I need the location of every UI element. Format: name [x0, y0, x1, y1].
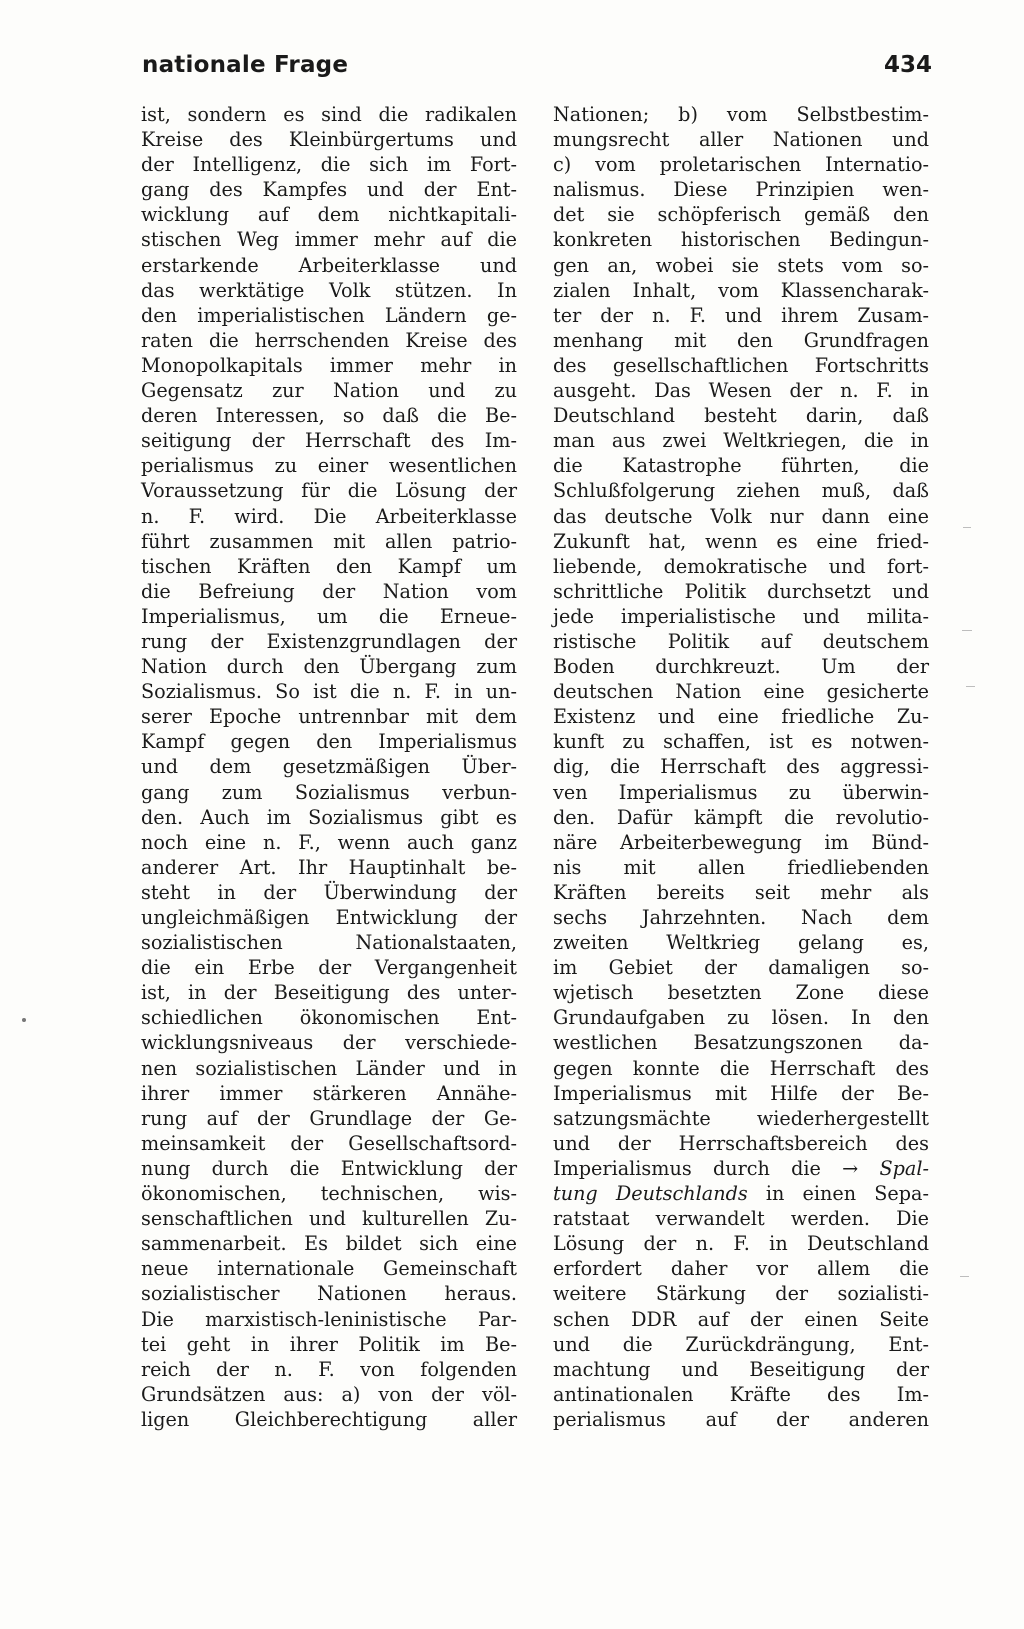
- text-line: serer Epoche untrennbar mit dem: [141, 705, 517, 729]
- text-line: den. Dafür kämpft die revolutio-: [553, 805, 929, 829]
- text-line: deren Interessen, so daß die Be-: [141, 404, 517, 428]
- text-line: Lösung der n. F. in Deutschland: [553, 1232, 929, 1256]
- text-line: liebende, demokratische und fort-: [553, 554, 929, 578]
- text-line: nen sozialistischen Länder und in: [141, 1056, 517, 1080]
- left-text-column: [141, 102, 517, 1432]
- text-line: neue internationale Gemeinschaft: [141, 1257, 517, 1281]
- text-line: ist, sondern es sind die radikalen: [141, 103, 517, 126]
- text-line: ihrer immer stärkeren Annähe-: [141, 1081, 517, 1105]
- text-line: wicklung auf dem nichtkapitali-: [141, 203, 517, 227]
- text-line: führt zusammen mit allen patrio-: [141, 529, 517, 553]
- text-line: dig, die Herrschaft des aggressi-: [553, 755, 929, 779]
- scan-speck: [966, 686, 975, 687]
- text-line: näre Arbeiterbewegung im Bünd-: [553, 830, 929, 854]
- text-line: im Gebiet der damaligen so-: [553, 956, 929, 980]
- text-line: schen DDR auf der einen Seite: [553, 1307, 929, 1331]
- text-line: stischen Weg immer mehr auf die: [141, 228, 517, 252]
- scan-speck: [962, 630, 972, 631]
- text-line: Grundsätzen aus: a) von der völ-: [141, 1382, 517, 1406]
- text-line: perialismus zu einer wesentlichen: [141, 454, 517, 478]
- text-line: Monopolkapitals immer mehr in: [141, 353, 517, 377]
- text-line: steht in der Überwindung der: [141, 880, 517, 904]
- text-line: gang des Kampfes und der Ent-: [141, 178, 517, 202]
- text-line: den. Auch im Sozialismus gibt es: [141, 805, 517, 829]
- text-line: die Katastrophe führten, die: [553, 454, 929, 478]
- text-line: die Befreiung der Nation vom: [141, 579, 517, 603]
- text-line: n. F. wird. Die Arbeiterklasse: [141, 504, 517, 528]
- text-line: ratstaat verwandelt werden. Die: [553, 1207, 929, 1231]
- text-line: zweiten Weltkrieg gelang es,: [553, 931, 929, 955]
- text-line: Sozialismus. So ist die n. F. in un-: [141, 680, 517, 704]
- text-line: gegen konnte die Herrschaft des: [553, 1056, 929, 1080]
- text-line: wicklungsniveaus der verschiede-: [141, 1031, 517, 1055]
- text-line: ist, in der Beseitigung des unter-: [141, 981, 517, 1005]
- text-line: den imperialistischen Ländern ge-: [141, 303, 517, 327]
- right-text-column: [553, 102, 929, 1432]
- text-line: Imperialismus, um die Erneue-: [141, 604, 517, 628]
- text-line: Voraussetzung für die Lösung der: [141, 479, 517, 503]
- text-line: nalismus. Diese Prinzipien wen-: [553, 178, 929, 202]
- text-fragment: in einen Sepa-: [765, 1182, 929, 1206]
- text-line: satzungsmächte wiederhergestellt: [553, 1106, 929, 1130]
- text-line: machtung und Beseitigung der: [553, 1357, 929, 1381]
- text-fragment: Imperialismus durch die →: [553, 1156, 859, 1180]
- text-line: sammenarbeit. Es bildet sich eine: [141, 1232, 517, 1256]
- text-line: der Intelligenz, die sich im Fort-: [141, 153, 517, 177]
- text-line: des gesellschaftlichen Fortschritts: [553, 353, 929, 377]
- text-line: ligen Gleichberechtigung aller: [141, 1407, 517, 1431]
- text-line: c) vom proletarischen Internatio-: [553, 153, 929, 177]
- text-line: ungleichmäßigen Entwicklung der: [141, 906, 517, 929]
- text-line: Zukunft hat, wenn es eine fried-: [553, 529, 929, 553]
- text-line: und die Zurückdrängung, Ent-: [553, 1332, 929, 1356]
- text-line: Schlußfolgerung ziehen muß, daß: [553, 479, 929, 503]
- text-line: raten die herrschenden Kreise des: [141, 328, 517, 352]
- text-line: das werktätige Volk stützen. In: [141, 278, 517, 302]
- text-line: senschaftlichen und kulturellen Zu-: [141, 1207, 517, 1231]
- page-number: 434: [883, 52, 932, 78]
- text-line: anderer Art. Ihr Hauptinhalt be-: [141, 855, 517, 879]
- text-line: [553, 1181, 929, 1206]
- page-header: [142, 48, 932, 88]
- text-line: gen an, wobei sie stets vom so-: [553, 253, 929, 277]
- text-line: Existenz und eine friedliche Zu-: [553, 705, 929, 729]
- text-line: Boden durchkreuzt. Um der: [553, 655, 929, 679]
- text-line: Imperialismus mit Hilfe der Be-: [553, 1081, 929, 1105]
- text-line: schrittliche Politik durchsetzt und: [553, 579, 929, 603]
- text-line: reich der n. F. von folgenden: [141, 1357, 517, 1381]
- text-line: und der Herrschaftsbereich des: [553, 1131, 929, 1155]
- scan-speck: [963, 527, 971, 528]
- text-line: rung der Existenzgrundlagen der: [141, 629, 517, 653]
- text-line: zialen Inhalt, vom Klassencharak-: [553, 278, 929, 302]
- scan-speck: [22, 1018, 26, 1022]
- text-line: tischen Kräften den Kampf um: [141, 554, 517, 578]
- text-line: Nationen; b) vom Selbstbestim-: [553, 103, 929, 126]
- text-line: Grundaufgaben zu lösen. In den: [553, 1006, 929, 1030]
- text-line: Deutschland besteht darin, daß: [553, 404, 929, 428]
- text-line: schiedlichen ökonomischen Ent-: [141, 1006, 517, 1030]
- text-line: ristische Politik auf deutschem: [553, 629, 929, 653]
- cross-reference-link[interactable]: tung Deutschlands: [553, 1182, 748, 1206]
- text-line: Gegensatz zur Nation und zu: [141, 379, 517, 403]
- running-head: nationale Frage: [142, 52, 349, 78]
- text-line: antinationalen Kräfte des Im-: [553, 1382, 929, 1406]
- text-line: das deutsche Volk nur dann eine: [553, 504, 929, 528]
- text-line: [553, 1156, 929, 1181]
- text-line: noch eine n. F., wenn auch ganz: [141, 830, 517, 854]
- text-line: mungsrecht aller Nationen und: [553, 128, 929, 152]
- text-line: konkreten historischen Bedingun-: [553, 228, 929, 252]
- text-line: Nation durch den Übergang zum: [141, 655, 517, 679]
- text-line: man aus zwei Weltkriegen, die in: [553, 429, 929, 453]
- text-line: erstarkende Arbeiterklasse und: [141, 253, 517, 277]
- text-line: weitere Stärkung der sozialisti-: [553, 1282, 929, 1306]
- text-line: die ein Erbe der Vergangenheit: [141, 956, 517, 980]
- text-line: und dem gesetzmäßigen Über-: [141, 755, 517, 779]
- text-line: ausgeht. Das Wesen der n. F. in: [553, 379, 929, 403]
- text-line: perialismus auf der anderen: [553, 1407, 929, 1431]
- text-line: meinsamkeit der Gesellschaftsord-: [141, 1131, 517, 1155]
- text-line: erfordert daher vor allem die: [553, 1257, 929, 1281]
- text-line: wjetisch besetzten Zone diese: [553, 981, 929, 1005]
- text-line: kunft zu schaffen, ist es notwen-: [553, 730, 929, 754]
- text-line: Die marxistisch-leninistische Par-: [141, 1307, 517, 1331]
- text-line: sozialistischer Nationen heraus.: [141, 1282, 517, 1306]
- text-line: Kreise des Kleinbürgertums und: [141, 128, 517, 152]
- cross-reference-link[interactable]: Spal-: [879, 1156, 929, 1180]
- text-line: Kräften bereits seit mehr als: [553, 880, 929, 904]
- text-line: sozialistischen Nationalstaaten,: [141, 931, 517, 955]
- text-line: rung auf der Grundlage der Ge-: [141, 1106, 517, 1130]
- text-line: nung durch die Entwicklung der: [141, 1156, 517, 1180]
- text-line: nis mit allen friedliebenden: [553, 855, 929, 879]
- text-line: deutschen Nation eine gesicherte: [553, 680, 929, 704]
- text-line: seitigung der Herrschaft des Im-: [141, 429, 517, 453]
- text-line: gang zum Sozialismus verbun-: [141, 780, 517, 804]
- text-line: tei geht in ihrer Politik im Be-: [141, 1332, 517, 1356]
- text-line: ven Imperialismus zu überwin-: [553, 780, 929, 804]
- scan-speck: [960, 1276, 969, 1277]
- text-line: ter der n. F. und ihrem Zusam-: [553, 303, 929, 327]
- text-line: Kampf gegen den Imperialismus: [141, 730, 517, 754]
- text-line: jede imperialistische und milita-: [553, 604, 929, 628]
- text-line: ökonomischen, technischen, wis-: [141, 1182, 517, 1206]
- text-line: westlichen Besatzungszonen da-: [553, 1031, 929, 1055]
- text-line: sechs Jahrzehnten. Nach dem: [553, 906, 929, 929]
- text-line: menhang mit den Grundfragen: [553, 328, 929, 352]
- text-line: det sie schöpferisch gemäß den: [553, 203, 929, 227]
